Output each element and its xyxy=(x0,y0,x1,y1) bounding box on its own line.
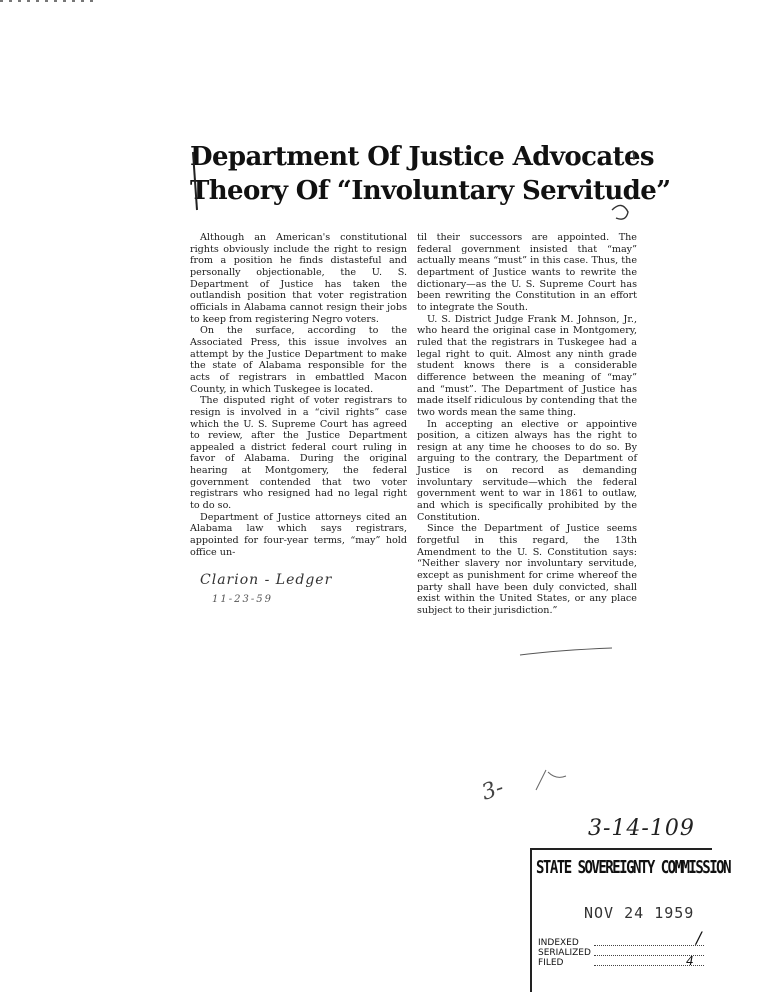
stamp-row-label: FILED xyxy=(538,958,564,968)
stamp-row-mark: / xyxy=(696,928,702,947)
handwritten-file-number: 3-14-109 xyxy=(588,816,695,841)
paragraph: U. S. District Judge Frank M. Johnson, Jr., who heard the original case in Montgomery, ruled that the registrars in Tuskegee had a legal right to quit. Almost any ninth grade student knows there is a considerable difference between the meaning of “may” and “must”. The Department of Justice has made itself ridiculous by contending that the two words mean the same thing. xyxy=(417,313,637,418)
handwritten-source-date: 11-23-59 xyxy=(212,594,273,605)
paragraph: Although an American's constitutional rights obviously include the right to resign from a position he finds distasteful and personally objectionable, the U. S. Department of Justice has taken the outlandish position that voter registration officials in Alabama cannot resign their jobs to keep from registering Negro voters. xyxy=(190,232,407,325)
paragraph: In accepting an elective or appointive position, a citizen always has the right to resign at any time he chooses to do so. By arguing to the contrary, the Department of Justice is on record as demanding involuntary servitude—which the federal government went to war in 1861 to outlaw, and which is specifically prohibited by the Constitution. xyxy=(417,418,637,523)
paragraph: Since the Department of Justice seems forgetful in this regard, the 13th Amendment to the U. S. Constitution says: “Neither slavery nor involuntary servitude, except as punishment for crime whereof the party shall have been duly convicted, shall exist within the United States, or any place subject to their jurisdiction.” xyxy=(417,523,637,616)
sovereignty-commission-stamp xyxy=(530,848,731,992)
handwritten-initials: 3- xyxy=(478,775,507,806)
stamp-title: STATE SOVEREIGNTY COMMISSION xyxy=(536,858,731,878)
paragraph: til their successors are appointed. The federal government insisted that “may” actually means “must” in this case. Thus, the department of Justice wants to rewrite the dictionary—as the U. S. Supreme Court has been rewriting the Constitution in an effort to integrate the South. xyxy=(417,232,637,313)
stamp-row-label: SERIALIZED xyxy=(538,948,591,958)
stamp-date: NOV 24 1959 xyxy=(584,904,695,922)
stamp-row-filed xyxy=(538,954,708,968)
headline-line-2: Theory Of “Involuntary Servitude” xyxy=(190,176,671,206)
stamp-row-mark: 4 xyxy=(686,954,694,968)
paragraph: The disputed right of voter registrars to resign is involved in a “civil rights” case which the U. S. Supreme Court has agreed to review, after the Justice Department appealed a district federal court ruling in favor of Alabama. During the original hearing at Montgomery, the federal government contended that two voter registrars who resigned had no legal right to do so. xyxy=(190,395,407,512)
handwritten-source: Clarion - Ledger xyxy=(200,572,333,588)
stamp-row-serialized xyxy=(538,948,708,958)
headline-line-1: Department Of Justice Advocates xyxy=(190,142,654,172)
paragraph: On the surface, according to the Associated Press, this issue involves an attempt by the Justice Department to make the state of Alabama responsible for the acts of registrars in embattled Macon County, in which Tuskegee is located. xyxy=(190,325,407,395)
paragraph: Department of Justice attorneys cited an Alabama law which says registrars, appointed for four-year terms, “may” hold office un- xyxy=(190,511,407,558)
stamp-row-label: INDEXED xyxy=(538,938,579,948)
stamp-row-indexed xyxy=(538,928,708,948)
